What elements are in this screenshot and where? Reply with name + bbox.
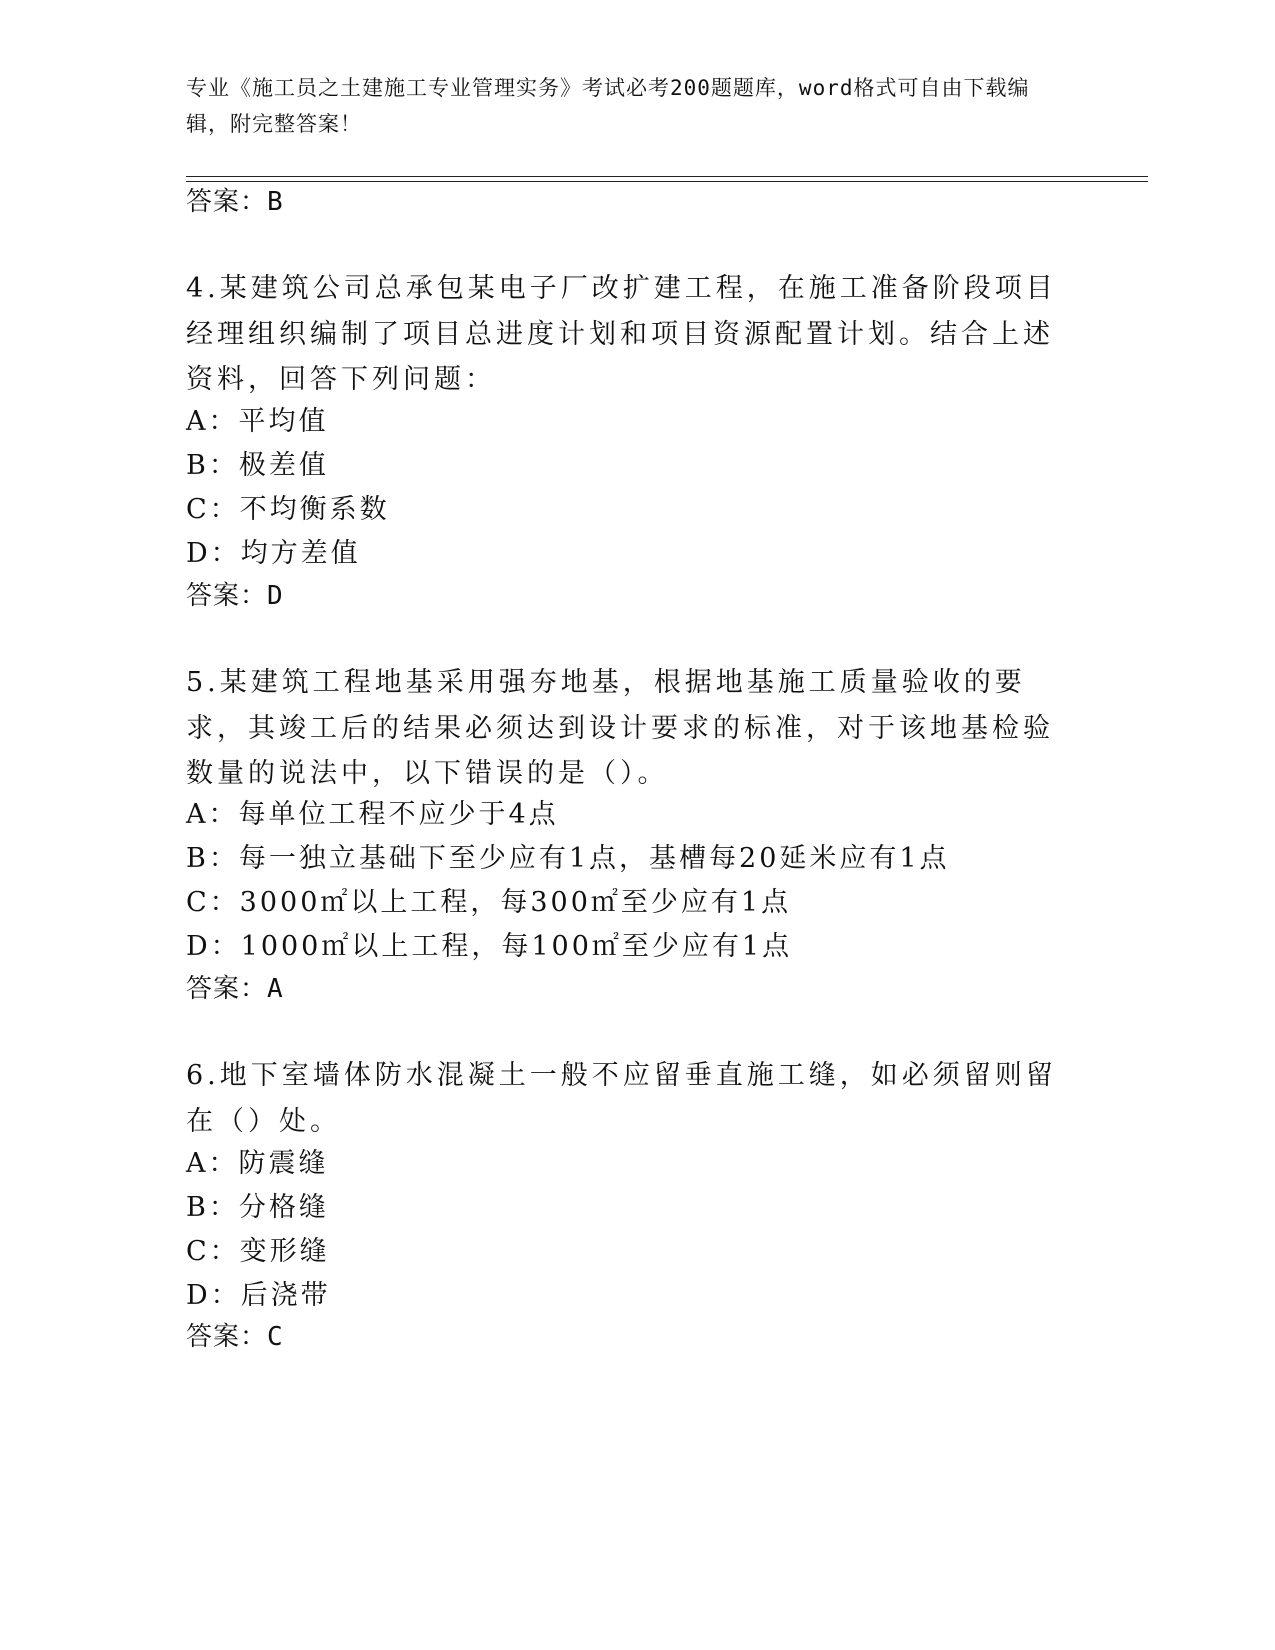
answer-q3: 答案：B — [186, 187, 284, 217]
question-6-option-c: C：变形缝 — [186, 1236, 330, 1267]
question-4-option-d: D：均方差值 — [186, 538, 361, 569]
question-6-text: 6.地下室墙体防水混凝土一般不应留垂直施工缝，如必须留则留在（）处。 — [186, 1060, 1057, 1137]
question-4-option-c: C：不均衡系数 — [186, 494, 390, 525]
header-divider-second — [186, 181, 1148, 182]
question-6-answer: 答案：C — [186, 1322, 284, 1352]
question-4-option-a: A：平均值 — [186, 406, 329, 437]
question-5-option-d: D：1000㎡以上工程，每100㎡至少应有1点 — [186, 931, 793, 962]
question-5-option-b: B：每一独立基础下至少应有1点，基槽每20延米应有1点 — [186, 843, 950, 874]
question-6-option-d: D：后浇带 — [186, 1280, 331, 1311]
question-6-option-b: B：分格缝 — [186, 1192, 329, 1223]
header-divider — [186, 176, 1148, 177]
document-header: 专业《施工员之土建施工专业管理实务》考试必考200题题库，word格式可自由下载编辑，附完整答案！ — [186, 76, 1030, 136]
question-5-answer: 答案：A — [186, 974, 284, 1004]
question-4-text: 4.某建筑公司总承包某电子厂改扩建工程，在施工准备阶段项目经理组织编制了项目总进度计划和项目资源配置计划。结合上述资料，回答下列问题： — [186, 273, 1057, 395]
question-4-answer: 答案：D — [186, 581, 284, 611]
question-5-option-a: A：每单位工程不应少于4点 — [186, 799, 559, 830]
question-6-option-a: A：防震缝 — [186, 1148, 329, 1179]
question-5-text: 5.某建筑工程地基采用强夯地基，根据地基施工质量验收的要求，其竣工后的结果必须达到设计要求的标准，对于该地基检验数量的说法中，以下错误的是（）。 — [186, 667, 1054, 789]
question-5-option-c: C：3000㎡以上工程，每300㎡至少应有1点 — [186, 887, 792, 918]
question-4-option-b: B：极差值 — [186, 450, 329, 481]
